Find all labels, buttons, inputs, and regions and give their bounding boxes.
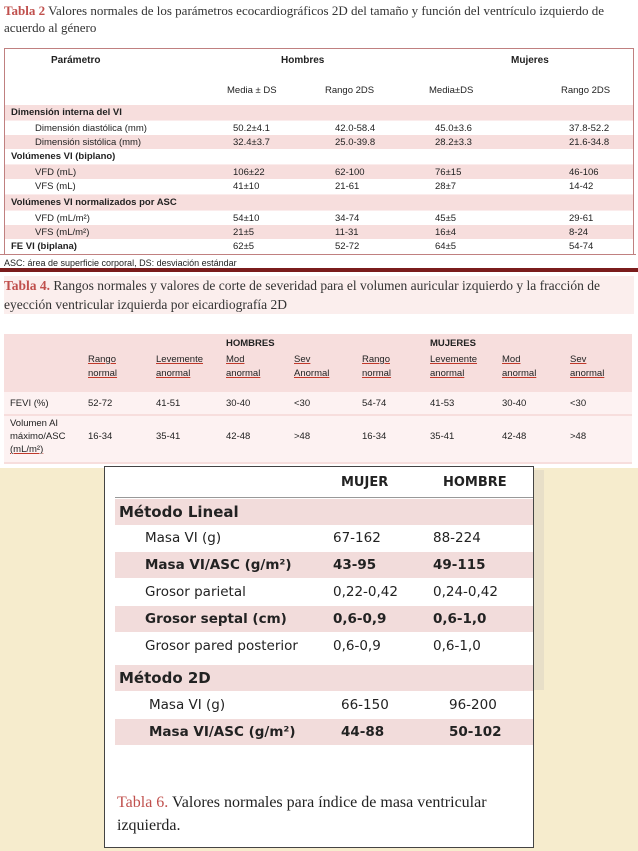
row-label: Grosor septal (cm) xyxy=(145,611,287,627)
cell-m-media: 28±7 xyxy=(435,181,457,192)
table-2-subheader-row xyxy=(5,71,633,105)
cell-h-rango: 25.0-39.8 xyxy=(335,137,376,148)
cell-h-rango: 62-100 xyxy=(335,167,365,178)
table-6-panel xyxy=(104,466,534,848)
table-6-header xyxy=(105,467,533,497)
row-label: FE VI (biplana) xyxy=(11,241,77,252)
column-header: Sev xyxy=(570,354,587,365)
table-row xyxy=(5,179,633,194)
cell-mujer: 66-150 xyxy=(341,697,389,713)
row-label: Dimensión diastólica (mm) xyxy=(35,123,147,134)
column-header: anormal xyxy=(430,368,465,379)
panel-shadow xyxy=(534,470,544,690)
section-title: Método 2D xyxy=(119,669,211,687)
table-cell: 54-74 xyxy=(362,398,387,409)
cell-mujer: 44-88 xyxy=(341,724,385,740)
cell-h-rango: 52-72 xyxy=(335,241,360,252)
row-label: Dimensión interna del VI xyxy=(11,107,122,118)
column-header: anormal xyxy=(226,368,261,379)
column-header: Mod xyxy=(502,354,521,365)
table-row xyxy=(5,225,633,240)
table-cell: 30-40 xyxy=(226,398,251,409)
row-label: VFS (mL) xyxy=(35,181,76,192)
cell-hombre: 49-115 xyxy=(433,557,486,573)
cell-h-media: 106±22 xyxy=(233,167,265,178)
table-4-caption-text: Rangos normales y valores de corte de severidad para el volumen auricular izquierdo y la fracción de eyección ventricular izquierda por eicardiografía 2D xyxy=(4,278,600,312)
cell-m-rango: 8-24 xyxy=(569,227,589,238)
table-row xyxy=(5,195,633,210)
row-label: VFD (mL) xyxy=(35,167,77,178)
table-cell: 35-41 xyxy=(156,431,181,442)
subheader-h-rango: Rango 2DS xyxy=(325,85,375,96)
cell-m-media: 16±4 xyxy=(435,227,457,238)
table-row xyxy=(115,633,533,659)
cell-h-media: 41±10 xyxy=(233,181,260,192)
table-6-caption xyxy=(117,791,517,837)
cell-mujer: 0,22-0,42 xyxy=(333,584,398,600)
group-hombres: HOMBRES xyxy=(226,338,275,349)
row-label: (mL/m²) xyxy=(10,444,44,455)
table-row xyxy=(5,211,633,226)
row-label: VFS (mL/m²) xyxy=(35,227,90,238)
table-2 xyxy=(4,48,634,271)
section-title: Método Lineal xyxy=(119,503,239,521)
table-cell: <30 xyxy=(294,398,311,409)
subheader-m-media: Media±DS xyxy=(429,85,474,96)
row-label: Volúmenes VI normalizados por ASC xyxy=(11,197,177,208)
cell-m-rango: 37.8-52.2 xyxy=(569,123,610,134)
cell-hombre: 0,24-0,42 xyxy=(433,584,498,600)
cell-h-media: 50.2±4.1 xyxy=(233,123,270,134)
table-cell: 35-41 xyxy=(430,431,455,442)
row-label: FEVI (%) xyxy=(10,398,49,409)
cell-m-media: 45±5 xyxy=(435,213,457,224)
table-row xyxy=(115,525,533,551)
header-hombre: HOMBRE xyxy=(443,475,507,490)
cell-h-rango: 21-61 xyxy=(335,181,360,192)
table-row xyxy=(115,579,533,605)
cell-mujer: 67-162 xyxy=(333,530,381,546)
table-cell: <30 xyxy=(570,398,587,409)
header-parametro: Parámetro xyxy=(51,55,101,66)
cell-h-media: 62±5 xyxy=(233,241,255,252)
cell-m-rango: 29-61 xyxy=(569,213,594,224)
table-2-caption xyxy=(4,2,634,36)
row-label: Grosor parietal xyxy=(145,584,246,600)
table-4 xyxy=(4,334,632,464)
table-2-footnote: ASC: área de superficie corporal, DS: desviación estándar xyxy=(0,254,636,270)
table-cell: 30-40 xyxy=(502,398,527,409)
column-header: Anormal xyxy=(294,368,330,379)
row-label: Masa VI (g) xyxy=(149,697,226,713)
row-label: Masa VI/ASC (g/m²) xyxy=(145,557,292,573)
cell-m-media: 76±15 xyxy=(435,167,462,178)
cell-hombre: 0,6-1,0 xyxy=(433,611,487,627)
table-6-caption-text: Valores normales para índice de masa ventricular izquierda. xyxy=(117,794,487,834)
table-cell: 41-51 xyxy=(156,398,181,409)
table-row xyxy=(5,165,633,180)
row-label: VFD (mL/m²) xyxy=(35,213,90,224)
table-4-panel xyxy=(0,272,638,468)
table-row xyxy=(5,149,633,164)
table-2-label: Tabla 2 xyxy=(4,3,46,18)
column-header: Levemente xyxy=(156,354,204,365)
column-header: Sev xyxy=(294,354,311,365)
table-cell: 41-53 xyxy=(430,398,455,409)
table-cell: 16-34 xyxy=(362,431,387,442)
table-row xyxy=(5,105,633,120)
table-cell: >48 xyxy=(570,431,587,442)
cell-h-rango: 11-31 xyxy=(335,227,359,238)
table-6-label: Tabla 6. xyxy=(117,794,169,811)
table-4-label: Tabla 4. xyxy=(4,278,51,293)
table-2-panel xyxy=(0,0,638,270)
cell-h-rango: 34-74 xyxy=(335,213,360,224)
row-label: Grosor pared posterior xyxy=(145,638,298,654)
column-header: Rango xyxy=(362,354,390,365)
group-mujeres: MUJERES xyxy=(430,338,476,349)
cell-mujer: 0,6-0,9 xyxy=(333,638,381,654)
cell-mujer: 0,6-0,9 xyxy=(333,611,387,627)
table-row xyxy=(115,719,533,745)
cell-hombre: 0,6-1,0 xyxy=(433,638,481,654)
cell-h-media: 54±10 xyxy=(233,213,260,224)
row-label: máximo/ASC xyxy=(10,431,66,442)
cell-hombre: 96-200 xyxy=(449,697,497,713)
row-label: Masa VI/ASC (g/m²) xyxy=(149,724,296,740)
header-hombres: Hombres xyxy=(281,55,325,66)
subheader-m-rango: Rango 2DS xyxy=(561,85,611,96)
header-mujer: MUJER xyxy=(341,475,389,490)
row-label: Masa VI (g) xyxy=(145,530,222,546)
cell-h-media: 21±5 xyxy=(233,227,255,238)
cell-m-rango: 14-42 xyxy=(569,181,594,192)
table-cell: 16-34 xyxy=(88,431,113,442)
table-4-caption xyxy=(4,276,634,314)
column-header: normal xyxy=(88,368,118,379)
table-cell: >48 xyxy=(294,431,311,442)
table-row xyxy=(5,135,633,150)
column-header: anormal xyxy=(502,368,537,379)
cell-h-rango: 42.0-58.4 xyxy=(335,123,376,134)
divider xyxy=(115,497,533,498)
table-row xyxy=(5,121,633,136)
table-row xyxy=(115,692,533,718)
table-row xyxy=(115,552,533,578)
column-header: Mod xyxy=(226,354,245,365)
table-row xyxy=(5,239,633,254)
table-cell: 42-48 xyxy=(502,431,527,442)
section-metodo-lineal xyxy=(115,499,533,525)
table-row xyxy=(115,606,533,632)
column-header: anormal xyxy=(156,368,191,379)
cell-h-media: 32.4±3.7 xyxy=(233,137,270,148)
section-metodo-2d xyxy=(115,665,533,691)
cell-m-media: 28.2±3.3 xyxy=(435,137,472,148)
column-header: normal xyxy=(362,368,392,379)
cell-mujer: 43-95 xyxy=(333,557,377,573)
table-cell: 52-72 xyxy=(88,398,113,409)
row-label: Volúmenes VI (biplano) xyxy=(11,151,116,162)
cell-m-rango: 54-74 xyxy=(569,241,594,252)
column-header: Levemente xyxy=(430,354,478,365)
column-header: anormal xyxy=(570,368,605,379)
cell-hombre: 88-224 xyxy=(433,530,481,546)
header-mujeres: Mujeres xyxy=(511,55,549,66)
table-2-caption-text: Valores normales de los parámetros ecocardiográficos 2D del tamaño y función del ventrículo izquierdo de acuerdo al género xyxy=(4,3,605,35)
cell-m-media: 64±5 xyxy=(435,241,457,252)
column-header: Rango xyxy=(88,354,116,365)
cell-m-media: 45.0±3.6 xyxy=(435,123,472,134)
row-label: Volumen AI xyxy=(10,418,59,429)
table-2-header-row xyxy=(5,49,633,71)
table-cell: 42-48 xyxy=(226,431,251,442)
subheader-h-media: Media ± DS xyxy=(227,85,277,96)
cell-m-rango: 21.6-34.8 xyxy=(569,137,610,148)
row-label: Dimensión sistólica (mm) xyxy=(35,137,142,148)
cell-hombre: 50-102 xyxy=(449,724,502,740)
cell-m-rango: 46-106 xyxy=(569,167,599,178)
